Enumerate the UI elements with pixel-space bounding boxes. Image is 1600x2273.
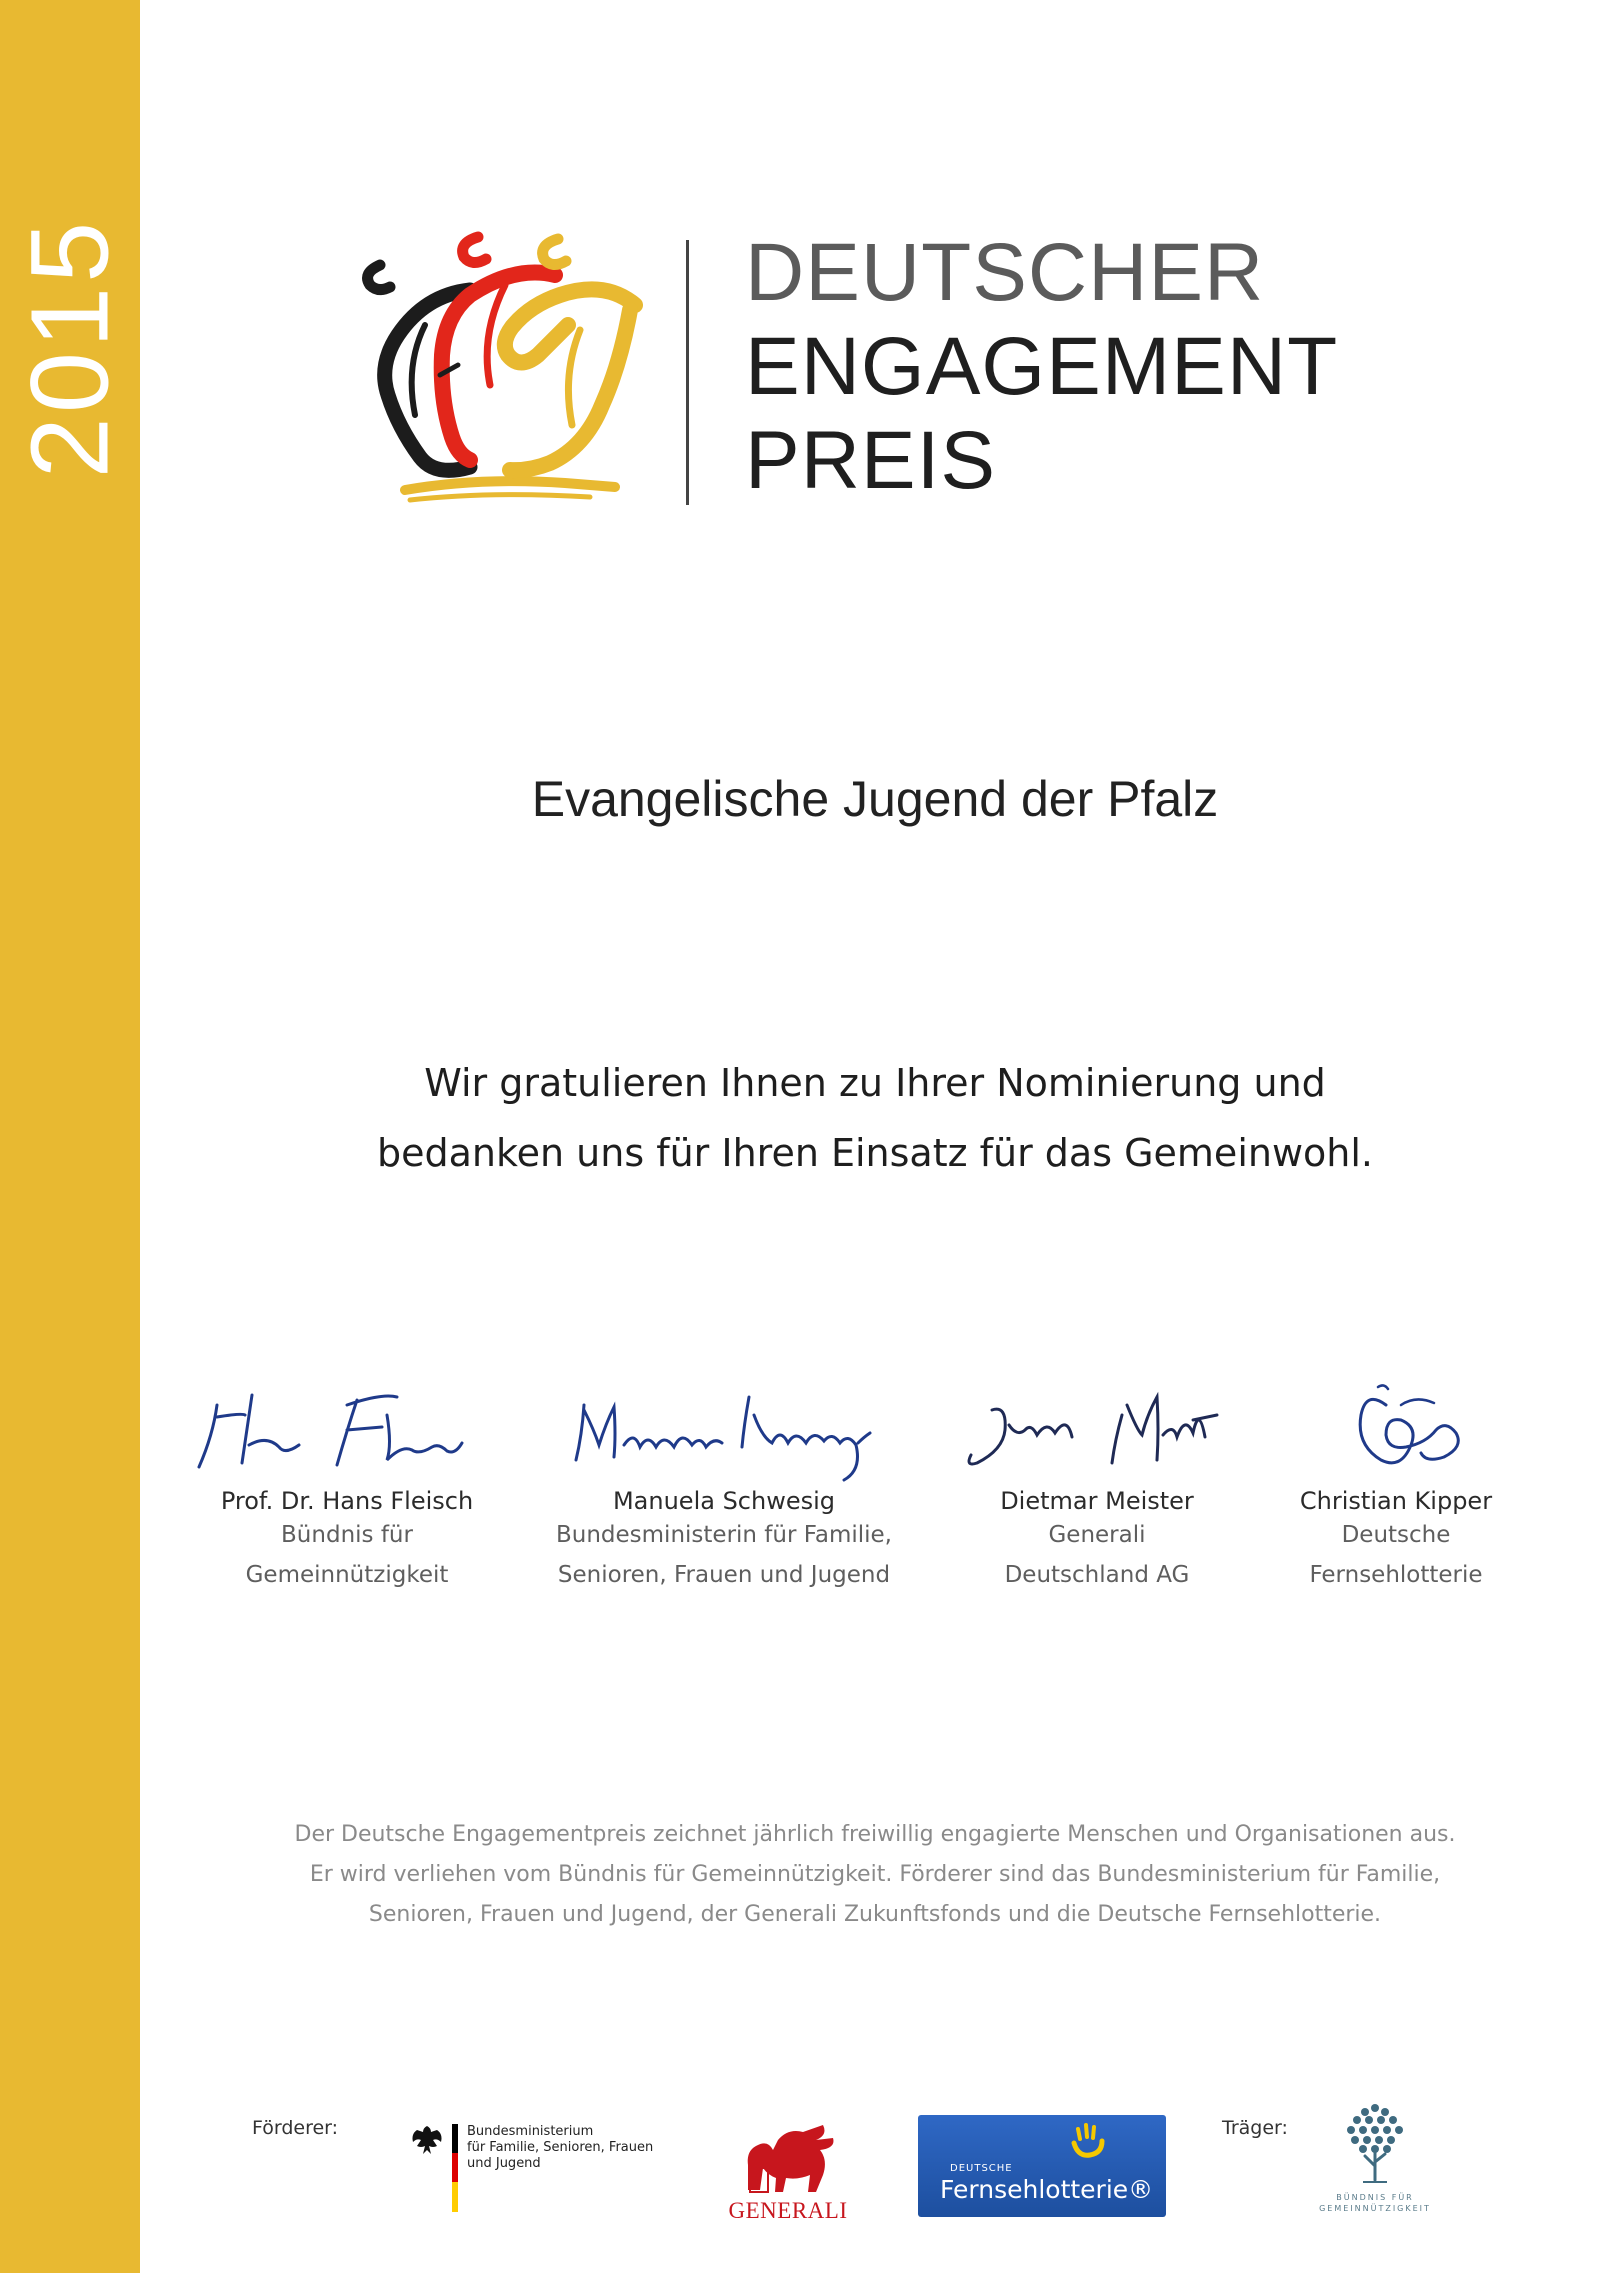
- signature-schwesig-icon: [544, 1375, 904, 1485]
- signatory-org-line-2: Senioren, Frauen und Jugend: [557, 1562, 891, 1588]
- signatory-org-line-1: Bündnis für: [281, 1522, 413, 1548]
- signatory-name: Prof. Dr. Hans Fleisch: [220, 1487, 474, 1515]
- logo-word-preis: PREIS: [745, 415, 997, 506]
- foerderer-label: Förderer:: [252, 2117, 339, 2139]
- signatory-org-line-1: Deutsche: [1341, 1522, 1451, 1548]
- congratulation-message: [0, 1048, 1600, 1188]
- fernsehlotterie-logo: [918, 2115, 1166, 2217]
- engagement-logo-icon: [340, 215, 660, 515]
- tree-icon: [1335, 2098, 1415, 2188]
- signatory-fleisch: [137, 1375, 557, 1595]
- signatory-org-line-2: Gemeinnützigkeit: [245, 1562, 449, 1588]
- federal-eagle-icon: [405, 2120, 449, 2164]
- signatory-schwesig: [514, 1375, 934, 1595]
- buendnis-logo: [1300, 2098, 1450, 2223]
- signatory-name: Christian Kipper: [1299, 1487, 1493, 1515]
- fernsehlotterie-small-text: DEUTSCHE: [950, 2163, 1013, 2174]
- bmfsfj-logo: [405, 2120, 665, 2210]
- generali-logo: [728, 2120, 858, 2225]
- traeger-label: Träger:: [1222, 2117, 1288, 2139]
- generali-lion-icon: [728, 2120, 848, 2200]
- buendnis-text: BÜNDNIS FÜR GEMEINNÜTZIGKEIT: [1319, 2193, 1431, 2213]
- logo-word-deutscher: DEUTSCHER: [745, 227, 1265, 318]
- signature-fleisch-icon: [187, 1375, 507, 1485]
- signatory-org-line-1: Bundesministerin für Familie,: [555, 1522, 892, 1548]
- year-label: 2015: [8, 217, 132, 479]
- footer-line-1: Der Deutsche Engagementpreis zeichnet jährlich freiwillig engagierte Menschen und Organisationen aus.: [294, 1822, 1456, 1847]
- logo-divider: [686, 240, 689, 505]
- signatory-name: Dietmar Meister: [1000, 1487, 1194, 1515]
- footer-line-3: Senioren, Frauen und Jugend, der Generali Zukunftsfonds und die Deutsche Fernsehlotterie.: [368, 1902, 1382, 1927]
- message-line-2: bedanken uns für Ihren Einsatz für das Gemeinwohl.: [376, 1131, 1374, 1175]
- signatory-org-line-2: Deutschland AG: [1004, 1562, 1190, 1588]
- footer-line-2: Er wird verliehen vom Bündnis für Gemeinnützigkeit. Förderer sind das Bundesministerium für Familie,: [309, 1862, 1441, 1887]
- signatory-kipper: [1186, 1375, 1600, 1595]
- signatory-org-line-2: Fernsehlotterie: [1309, 1562, 1483, 1588]
- german-flag-bar: [452, 2124, 458, 2212]
- fernsehlotterie-name: Fernsehlotterie®: [940, 2175, 1154, 2204]
- bmfsfj-text: Bundesministerium für Familie, Senioren, Frauen und Jugend: [467, 2124, 654, 2171]
- signatory-name: Manuela Schwesig: [612, 1487, 836, 1515]
- recipient-name: Evangelische Jugend der Pfalz: [531, 771, 1219, 827]
- signature-kipper-icon: [1236, 1375, 1556, 1485]
- signatory-org-line-1: Generali: [1048, 1522, 1146, 1548]
- award-description: [0, 1815, 1600, 1935]
- hand-icon: [1068, 2123, 1108, 2159]
- message-line-1: Wir gratulieren Ihnen zu Ihrer Nominierung und: [424, 1061, 1326, 1105]
- logo-word-engagement: ENGAGEMENT: [745, 321, 1339, 412]
- generali-text: GENERALI: [728, 2198, 848, 2223]
